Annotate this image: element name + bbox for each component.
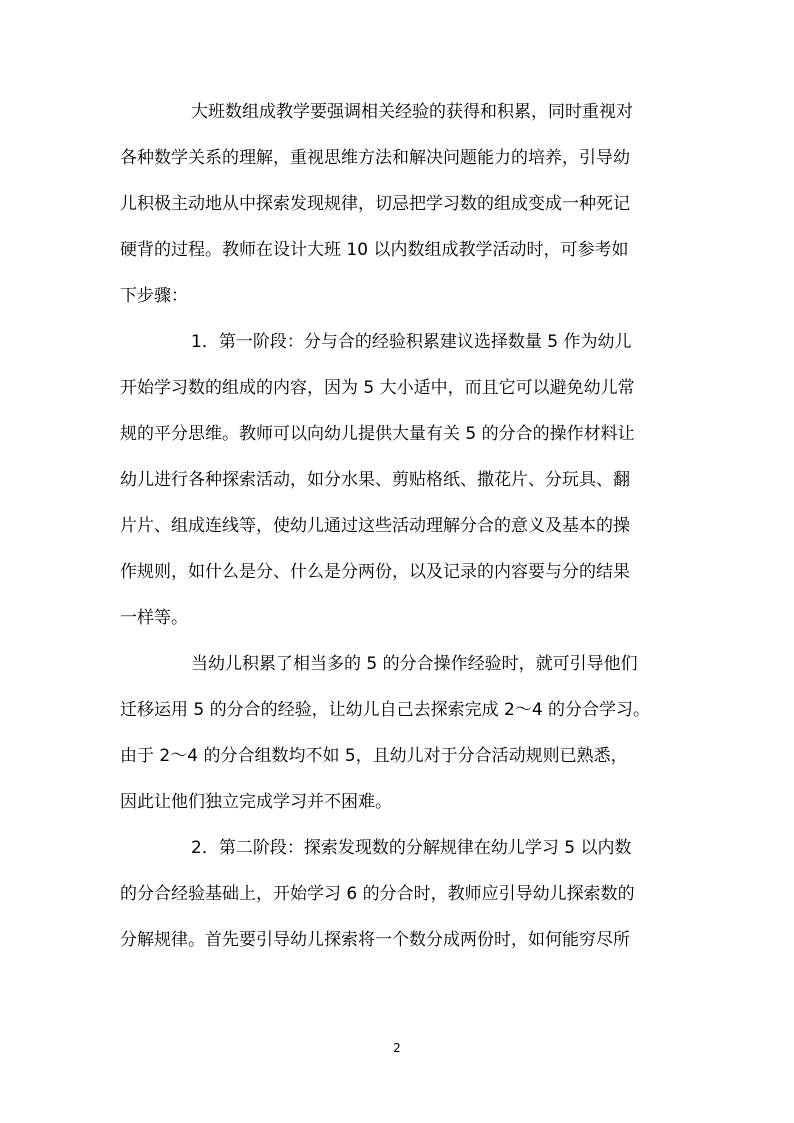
paragraph-1-line-5: 下步骤： (120, 286, 188, 306)
paragraph-2-line-3: 规的平分思维。教师可以向幼儿提供大量有关 5 的分合的操作材料让 (120, 424, 635, 444)
paragraph-3-line-2: 迁移运用 5 的分合的经验，让幼儿自己去探索完成 2～4 的分合学习。 (120, 700, 651, 720)
paragraph-1-line-3: 儿积极主动地从中探索发现规律，切忌把学习数的组成变成一种死记 (120, 194, 630, 214)
paragraph-1-line-4: 硬背的过程。教师在设计大班 10 以内数组成教学活动时，可参考如 (120, 240, 629, 260)
paragraph-1-line-1: 大班数组成教学要强调相关经验的获得和积累，同时重视对 (191, 102, 633, 122)
paragraph-3-line-4: 因此让他们独立完成学习并不困难。 (120, 792, 392, 812)
paragraph-3-line-1: 当幼儿积累了相当多的 5 的分合操作经验时，就可引导他们 (191, 654, 638, 674)
paragraph-2-line-4: 幼儿进行各种探索活动，如分水果、剪贴格纸、撒花片、分玩具、翻 (120, 470, 630, 490)
page-number: 2 (393, 1041, 401, 1055)
paragraph-3-line-3: 由于 2～4 的分合组数均不如 5，且幼儿对于分合活动规则已熟悉， (120, 746, 628, 766)
paragraph-4-line-1: 2．第二阶段：探索发现数的分解规律在幼儿学习 5 以内数 (191, 838, 632, 858)
paragraph-2-line-5: 片片、组成连线等，使幼儿通过这些活动理解分合的意义及基本的操 (120, 516, 630, 536)
paragraph-4-line-3: 分解规律。首先要引导幼儿探索将一个数分成两份时，如何能穷尽所 (120, 930, 630, 950)
paragraph-1-line-2: 各种数学关系的理解，重视思维方法和解决问题能力的培养，引导幼 (120, 148, 630, 168)
paragraph-2-line-6: 作规则，如什么是分、什么是分两份，以及记录的内容要与分的结果 (120, 562, 630, 582)
paragraph-2-line-2: 开始学习数的组成的内容，因为 5 大小适中，而且它可以避免幼儿常 (120, 378, 635, 398)
paragraph-4-line-2: 的分合经验基础上，开始学习 6 的分合时，教师应引导幼儿探索数的 (120, 884, 635, 904)
paragraph-2-line-1: 1．第一阶段：分与合的经验积累建议选择数量 5 作为幼儿 (191, 332, 632, 352)
paragraph-2-line-7: 一样等。 (120, 608, 188, 628)
